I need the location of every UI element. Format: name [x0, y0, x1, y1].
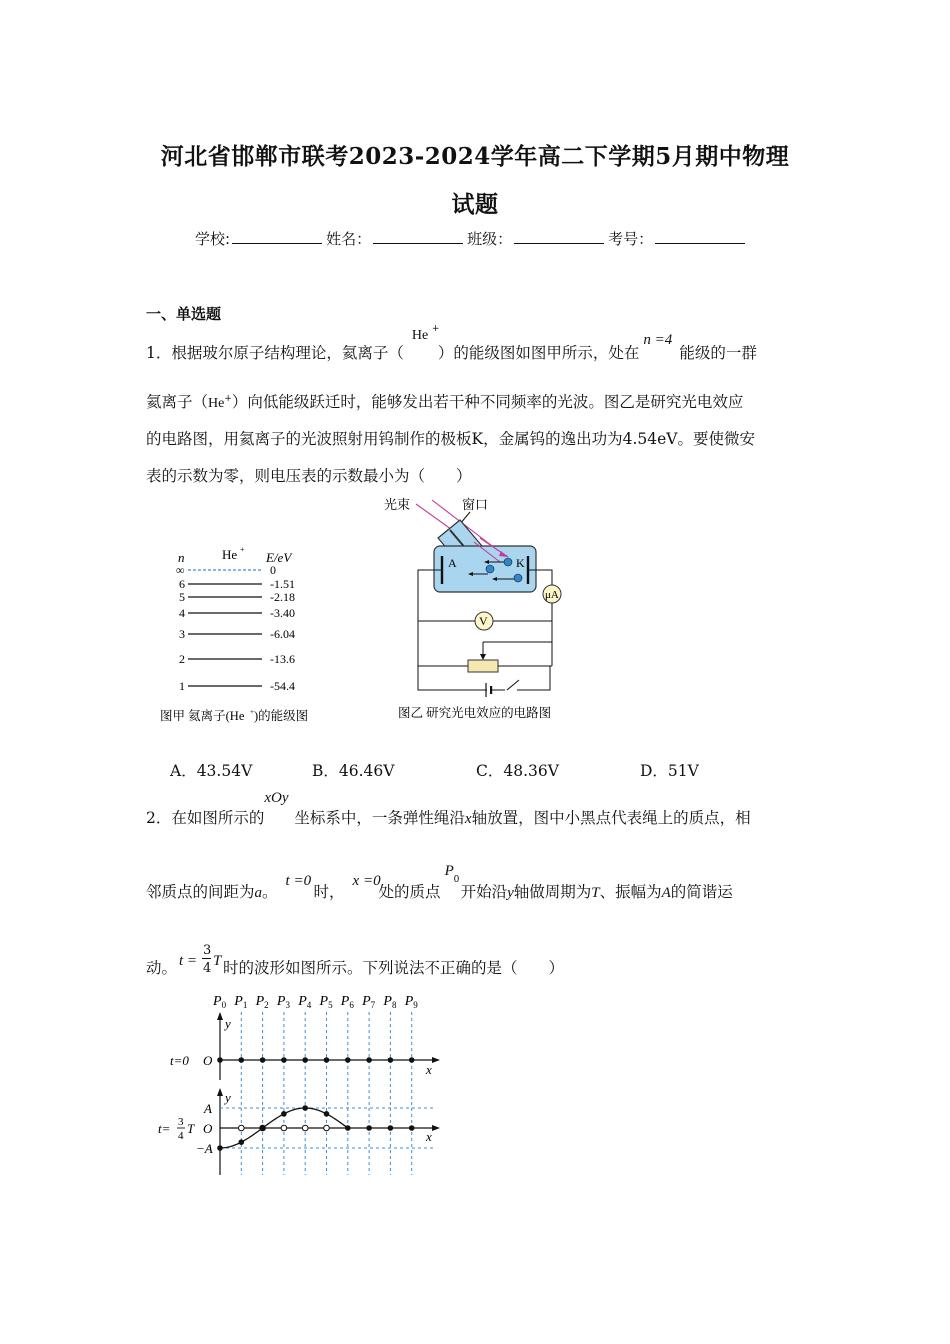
particle-t34 [302, 1105, 308, 1111]
particle-t34 [366, 1125, 372, 1131]
q1-line4: 表的示数为零，则电压表的示数最小为（ ） [146, 467, 472, 485]
particle-t0 [217, 1057, 223, 1063]
name-blank[interactable] [373, 229, 463, 244]
class-blank[interactable] [514, 229, 604, 244]
energy-axis-label: E/eV [266, 550, 292, 565]
point-label: $P_0$ [213, 994, 227, 1010]
svg-text:4: 4 [179, 606, 185, 620]
class-label: 班级： [467, 230, 513, 248]
svg-text:-6.04: -6.04 [270, 627, 295, 641]
t34-den: 4 [178, 1130, 184, 1142]
doc-title-line1: 河北省邯郸市联考2023-2024学年高二下学期5月期中物理 [160, 143, 790, 170]
point-label: $P_6$ [340, 994, 354, 1010]
point-label: $P_8$ [383, 994, 397, 1010]
he-label: He [222, 547, 238, 562]
particle-t0 [366, 1057, 372, 1063]
amp-label: A [204, 1101, 212, 1116]
particle-t0 [345, 1057, 351, 1063]
equilibrium-marker [239, 1125, 245, 1131]
y-label-top: y [225, 1016, 231, 1031]
school-label: 学校: [195, 230, 231, 248]
particle-t34 [260, 1125, 266, 1131]
x-label-bottom: x [426, 1129, 432, 1144]
svg-text:6: 6 [179, 577, 185, 591]
equilibrium-marker [302, 1125, 308, 1131]
section-heading: 一、单选题 [146, 305, 222, 323]
particle-t34 [388, 1125, 394, 1131]
point-label: $P_2$ [255, 994, 269, 1010]
student-info-line [195, 228, 749, 249]
neg-amp-label: −A [196, 1141, 213, 1156]
q1-option-d[interactable]: D．51V [640, 762, 699, 780]
x-label-top: x [426, 1062, 432, 1077]
particle-t0 [409, 1057, 415, 1063]
beam-label: 光束 [384, 497, 411, 512]
t0-label: t=0 [170, 1053, 189, 1068]
window-label: 窗口 [462, 497, 489, 512]
y-arrow-bottom [217, 1088, 223, 1096]
q1-line3: 的电路图，用氦离子的光波照射用钨制作的极板K，金属钨的逸出功为4.54eV。要使微安 [146, 430, 755, 448]
svg-text:)的能级图: )的能级图 [254, 709, 309, 723]
svg-text:1: 1 [179, 679, 185, 693]
q1-line1: 1．根据玻尔原子结构理论，氦离子（ He + ）的能级图如图甲所示，处在 n =4 能级的一群 [146, 324, 757, 362]
particle-t34 [239, 1139, 245, 1145]
energy-level-diagram [150, 540, 350, 730]
wave-diagram [150, 990, 450, 1180]
fig-b-caption: 图乙 研究光电效应的电路图 [398, 706, 552, 720]
doc-title-line2: 试题 [451, 191, 499, 218]
q2-line2: 邻质点的间距为a。 t =0 时， x =0 处的质点 P 0 开始沿y轴做周期为T、振幅为A的简谐运 [146, 863, 733, 901]
particle-t0 [260, 1057, 266, 1063]
t34-num: 3 [178, 1116, 184, 1128]
point-label: $P_7$ [362, 994, 376, 1010]
svg-text:0: 0 [270, 563, 276, 577]
particle-t34 [281, 1111, 287, 1117]
particle-t0 [324, 1057, 330, 1063]
q1-option-a[interactable]: A．43.54V [170, 762, 253, 780]
x-arrow-bottom [432, 1125, 440, 1131]
origin-label-top: O [203, 1053, 213, 1068]
svg-text:V: V [479, 614, 488, 628]
q2-line3: 动。 t = 3 4 T 时的波形如图所示。下列说法不正确的是（ ） [146, 943, 565, 977]
n-axis-label: n [178, 550, 185, 565]
t34-label: t= [158, 1121, 171, 1136]
svg-text:∞: ∞ [176, 563, 185, 577]
point-label: $P_1$ [234, 994, 248, 1010]
fig-a-caption: 图甲 氦离子(He [160, 709, 245, 723]
q1-option-c[interactable]: C．48.36V [476, 762, 559, 780]
svg-text:-2.18: -2.18 [270, 590, 295, 604]
svg-text:-3.40: -3.40 [270, 606, 295, 620]
svg-text:+: + [240, 545, 245, 554]
svg-text:5: 5 [179, 590, 185, 604]
particle-t34 [324, 1111, 330, 1117]
point-label: $P_4$ [298, 994, 312, 1010]
svg-text:2: 2 [179, 652, 185, 666]
equilibrium-marker [324, 1125, 330, 1131]
name-label: 姓名： [326, 230, 372, 248]
rheostat [468, 660, 498, 672]
particle-t34 [217, 1145, 223, 1151]
particle-t34 [345, 1125, 351, 1131]
svg-text:-13.6: -13.6 [270, 652, 295, 666]
school-blank[interactable] [232, 229, 322, 244]
svg-text:-1.51: -1.51 [270, 577, 295, 591]
q1-line2: 氦离子（He+）向低能级跃迁时，能够发出若干种不同频率的光波。图乙是研究光电效应 [146, 393, 744, 411]
equilibrium-marker [281, 1125, 287, 1131]
q1-option-b[interactable]: B．46.46V [312, 762, 395, 780]
y-arrow-top [217, 1012, 223, 1020]
y-label-bottom: y [225, 1090, 231, 1105]
particle-t0 [281, 1057, 287, 1063]
particle-t0 [239, 1057, 245, 1063]
origin-label-bottom: O [203, 1121, 213, 1136]
point-label: $P_5$ [319, 994, 333, 1010]
q2-line1: 2．在如图所示的 xOy 坐标系中，一条弹性绳沿x轴放置，图中小黑点代表绳上的质点，相 [146, 790, 751, 827]
particle-t0 [302, 1057, 308, 1063]
x-arrow-top [432, 1057, 440, 1063]
photoelectric-circuit-diagram [370, 490, 600, 730]
particle-t0 [388, 1057, 394, 1063]
svg-text:A: A [448, 556, 457, 570]
number-label: 考号： [608, 230, 654, 248]
svg-text:3: 3 [179, 627, 185, 641]
point-label: $P_9$ [404, 994, 418, 1010]
svg-text:-54.4: -54.4 [270, 679, 295, 693]
particle-t34 [409, 1125, 415, 1131]
he-ion-symbol: He + [411, 324, 440, 343]
t34-T: T [187, 1121, 195, 1136]
point-label: $P_3$ [276, 994, 290, 1010]
number-blank[interactable] [655, 229, 745, 244]
svg-text:+: + [250, 708, 254, 716]
svg-text:μA: μA [545, 589, 559, 601]
svg-text:K: K [516, 556, 525, 570]
